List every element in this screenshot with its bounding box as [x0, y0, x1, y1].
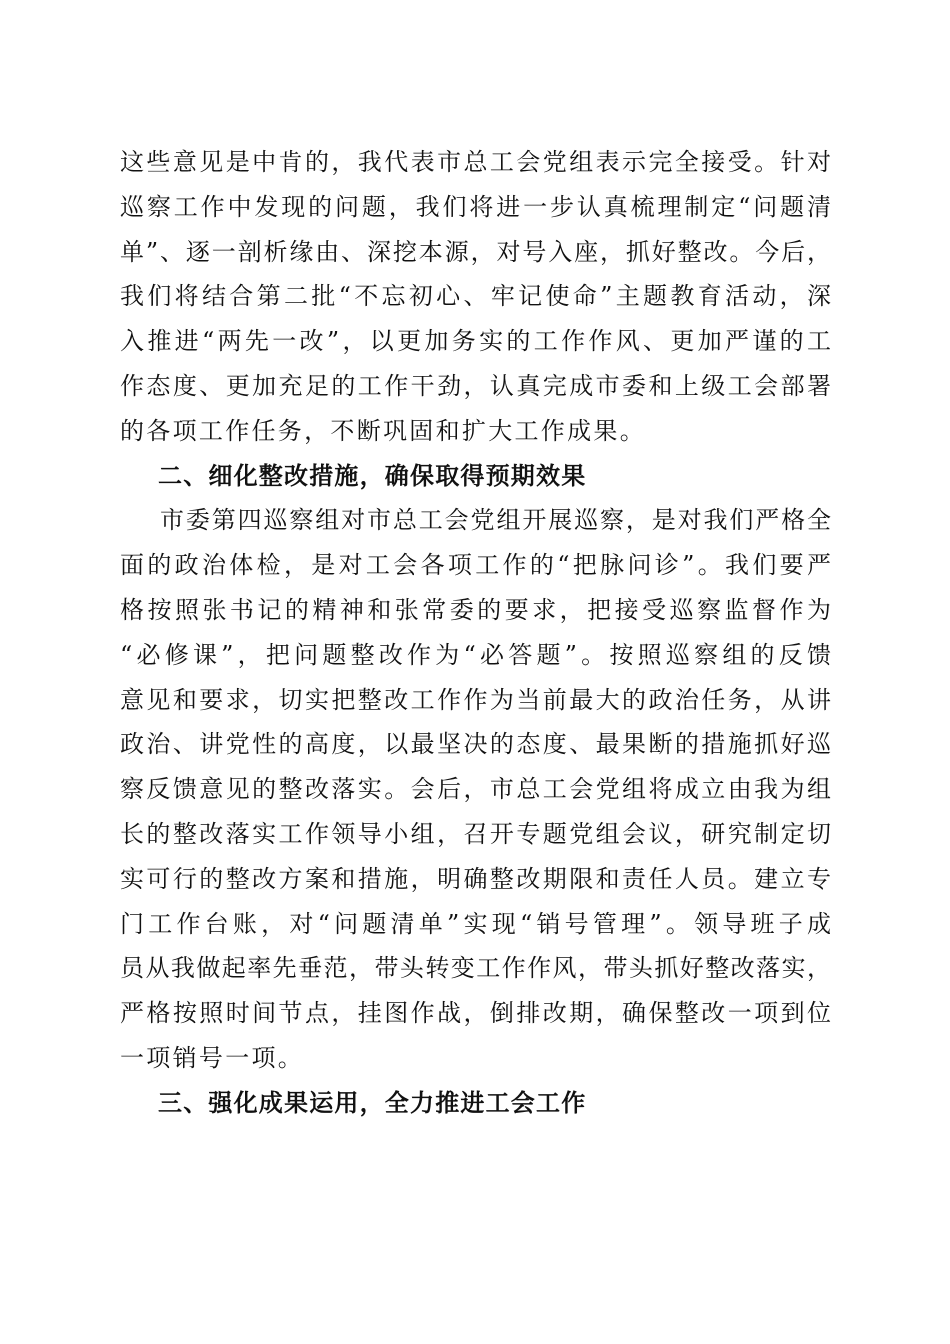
paragraph-2	[120, 498, 832, 1080]
text-line: 这些意见是中肯的，我代表市总工会党组表示完全接受。针对	[120, 148, 832, 176]
text-line: 面的政治体检，是对工会各项工作的“把脉问诊”。我们要严	[120, 551, 832, 580]
text-line: 一项销号一项。	[120, 1043, 305, 1072]
text-line: 市委第四巡察组对市总工会党组开展巡察，是对我们严格全	[160, 506, 832, 535]
text-line: 格按照张书记的精神和张常委的要求，把接受巡察监督作为	[120, 595, 832, 624]
text-line: 员从我做起率先垂范，带头转变工作作风，带头抓好整改落实，	[120, 954, 832, 983]
text-line: 门工作台账，对“问题清单”实现“销号管理”。领导班子成	[120, 909, 832, 938]
text-line: 入推进“两先一改”，以更加务实的工作作风、更加严谨的工	[120, 327, 832, 356]
text-line: 政治、讲党性的高度，以最坚决的态度、最果断的措施抓好巡	[120, 730, 832, 759]
paragraph-1	[120, 140, 832, 454]
section-heading-3: 三、强化成果运用，全力推进工会工作	[158, 1088, 587, 1117]
text-line: 严格按照时间节点，挂图作战，倒排改期，确保整改一项到位	[120, 999, 832, 1028]
text-line: 单”、逐一剖析缘由、深挖本源，对号入座，抓好整改。今后，	[120, 237, 832, 266]
text-line: 意见和要求，切实把整改工作作为当前最大的政治任务，从讲	[120, 685, 832, 714]
section-heading-2: 二、细化整改措施，确保取得预期效果	[158, 461, 587, 490]
text-line: 察反馈意见的整改落实。会后，市总工会党组将成立由我为组	[120, 775, 832, 804]
document-page	[120, 140, 832, 1126]
text-line: 的各项工作任务，不断巩固和扩大工作成果。	[120, 416, 646, 445]
text-line: 作态度、更加充足的工作干劲，认真完成市委和上级工会部署	[120, 371, 832, 400]
text-line: 长的整改落实工作领导小组，召开专题党组会议，研究制定切	[120, 819, 832, 848]
text-line: “必修课”，把问题整改作为“必答题”。按照巡察组的反馈	[120, 640, 832, 669]
text-line: 实可行的整改方案和措施，明确整改期限和责任人员。建立专	[120, 864, 832, 893]
text-line: 巡察工作中发现的问题，我们将进一步认真梳理制定“问题清	[120, 192, 832, 221]
text-line: 我们将结合第二批“不忘初心、牢记使命”主题教育活动，深	[120, 282, 832, 311]
